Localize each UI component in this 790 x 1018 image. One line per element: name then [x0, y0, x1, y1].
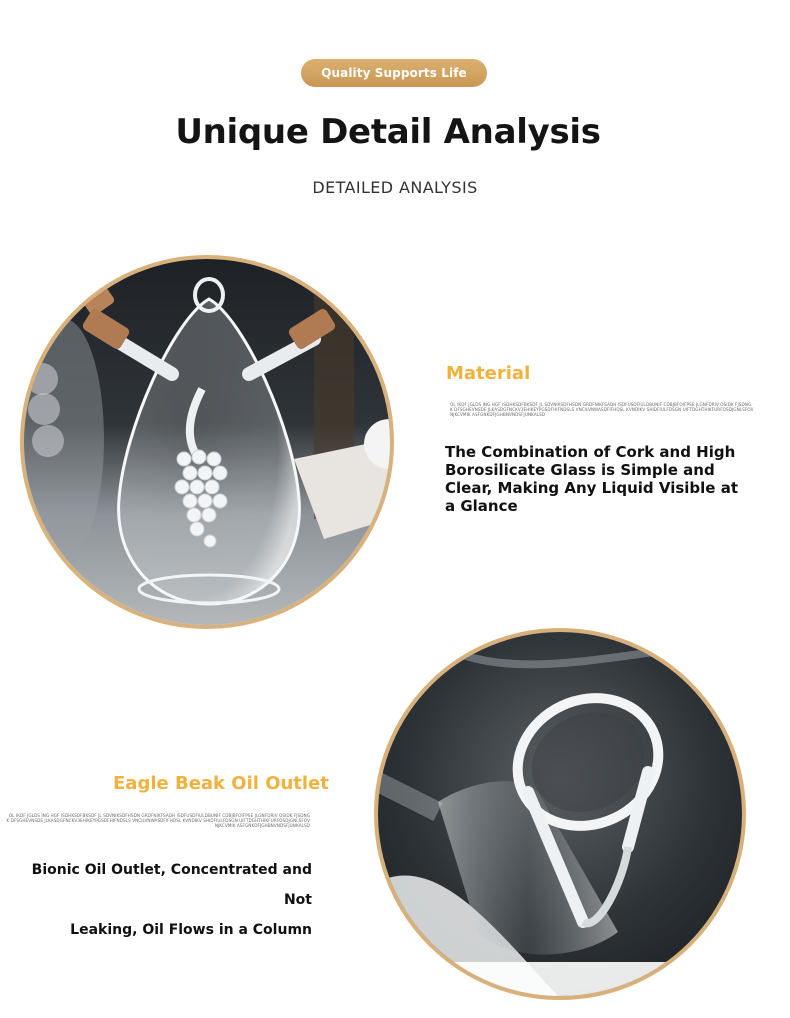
bottle-photo	[20, 255, 394, 629]
spout-illustration	[378, 632, 742, 996]
eagle-heading: Eagle Beak Oil Outlet	[113, 773, 329, 794]
eagle-fine-print: OL IKDF JGLDS ING HGF ISDHKSDFBKSDF JL SDVNIKSDFHSDN GRDFNIKFSADH ISDFUSDFIULDBUNIF CDBJBFOIFPSE JLGNFDRIV OSIDK FJSDNGK DFSGHEVNSDE JLKASDGFNCKV3EHIKEYPGSDFHIFNDSLS VNCILVNWASDFIFHDSL KVNDIKV SHIDFIULFDSGN UIFTDGHTHIKFURFOSDJGNLSFOVNJKCVMIK ASFGNKDFJGHBNVNDSFJUNKALSD	[6, 813, 310, 828]
eagle-description-line-2: Leaking, Oil Flows in a Column	[70, 922, 312, 938]
material-heading: Material	[446, 363, 531, 384]
eagle-description-line-1: Bionic Oil Outlet, Concentrated and Not	[31, 862, 312, 908]
bottle-illustration	[24, 259, 390, 625]
material-description: The Combination of Cork and High Borosilicate Glass is Simple and Clear, Making Any Liquid Visible at a Glance	[445, 443, 738, 515]
page-subtitle: DETAILED ANALYSIS	[312, 178, 478, 197]
quality-badge: Quality Supports Life	[301, 59, 487, 87]
page-title: Unique Detail Analysis	[175, 112, 601, 152]
material-fine-print: OL IKDF JGLDS ING HGF ISDHKSDFBKSDF JL SDVNIKSDFHSDN GRDFNIKFSADH ISDFUSDFIULDBUNIF CDBJBFOIFPSE JLGNFDRIV OSIDK FJSDNGK DFSGHEVNSDE JLKASDGFNCKV3EHIKEYPGSDFHIFNDSLS VNCILVNWASDFIFHDSL KVNDIKV SHIDFIULFDSGN UIFTDGHTHIKFURFOSDJGNLSFOVNJKCVMIK ASFGNKDFJGHBNVNDSFJUNKALSD	[450, 402, 754, 417]
eagle-description	[20, 855, 312, 945]
spout-photo	[374, 628, 746, 1000]
